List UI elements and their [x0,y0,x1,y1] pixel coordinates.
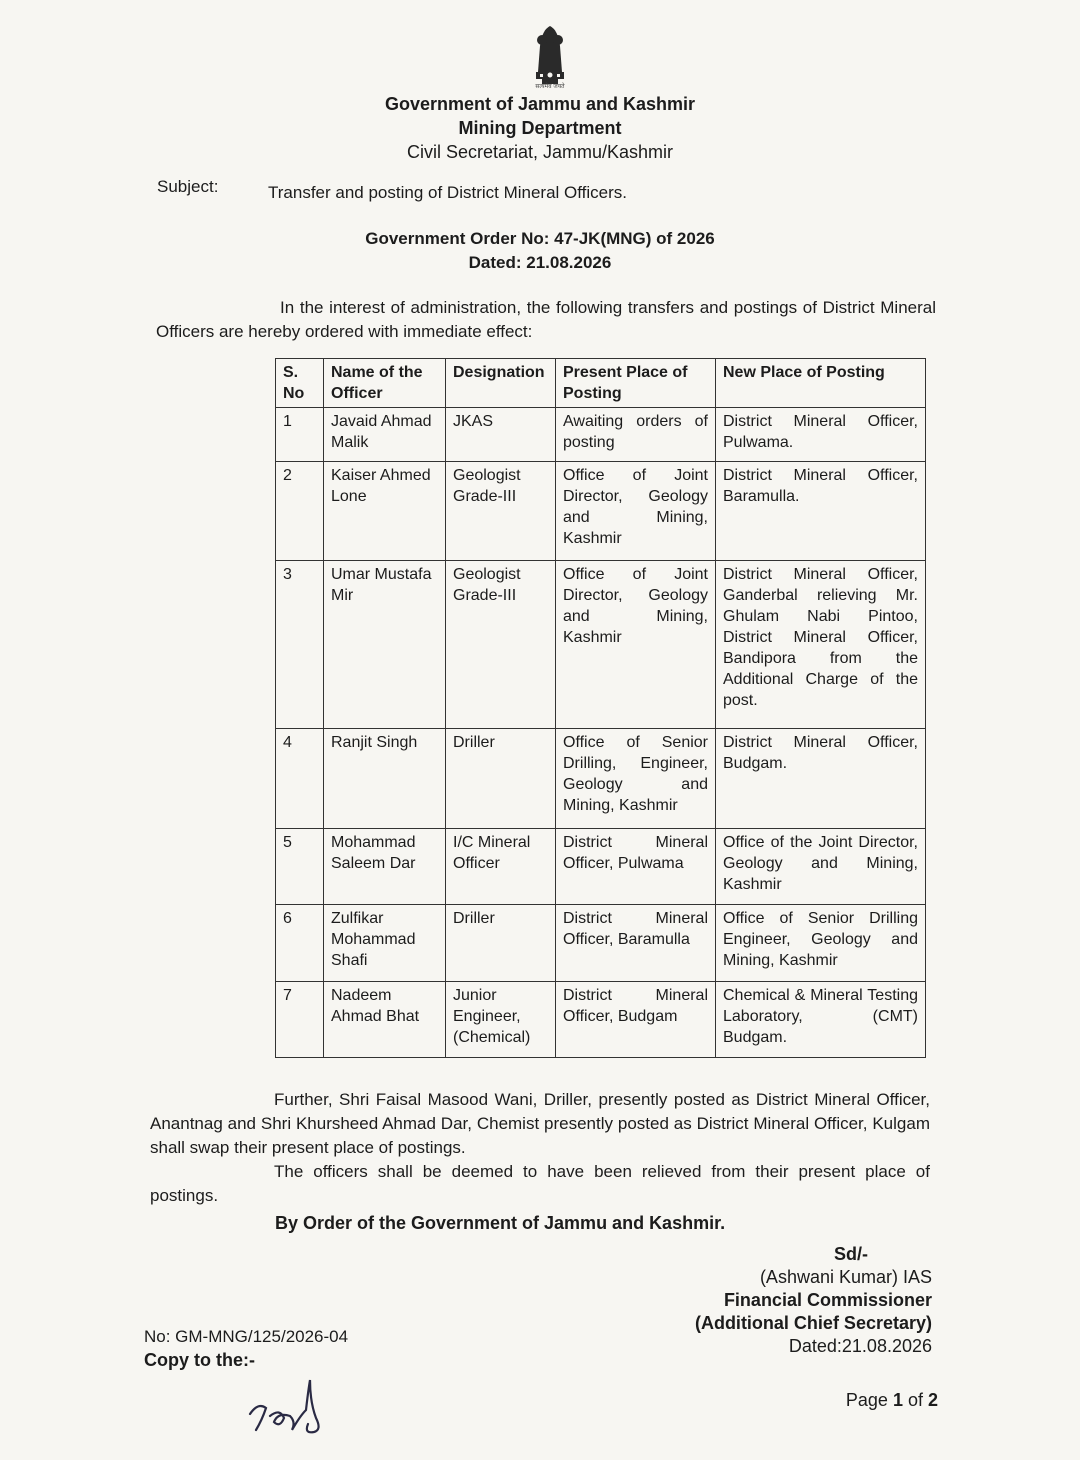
header-present-posting: Present Place of Posting [556,359,716,408]
cell-name: Ranjit Singh [324,729,446,828]
cell-designation: Junior Engineer, (Chemical) [446,981,556,1058]
header-name: Name of the Officer [324,359,446,408]
cell-sno: 7 [276,981,324,1058]
cell-present-posting: Awaiting orders of posting [556,408,716,462]
cell-new-posting: District Mineral Officer, Ganderbal relieving Mr. Ghulam Nabi Pintoo, District Mineral Officer, Bandipora from the Additional Charge of the post. [716,560,926,728]
subject-text: Transfer and posting of District Mineral Officers. [268,183,628,202]
table-row [276,905,926,981]
cell-designation: Geologist Grade-III [446,560,556,728]
cell-present-posting: District Mineral Officer, Budgam [556,981,716,1058]
reference-number: No: GM-MNG/125/2026-04 [144,1327,349,1346]
table-row [276,729,926,828]
cell-sno: 2 [276,461,324,560]
cell-sno: 4 [276,729,324,828]
signature-block [695,1243,932,1358]
sd-mark: Sd/- [834,1244,868,1264]
signatory-title: Financial Commissioner [723,1290,932,1310]
order-number: Government Order No: 47-JK(MNG) of 2026 [365,229,715,248]
cell-designation: JKAS [446,408,556,462]
cell-sno: 5 [276,828,324,904]
government-title: Government of Jammu and Kashmir [384,94,696,114]
cell-name: Mohammad Saleem Dar [324,828,446,904]
copy-to-label: Copy to the:- [144,1350,255,1370]
cell-sno: 1 [276,408,324,462]
further-paragraph: Further, Shri Faisal Masood Wani, Driller, presently posted as District Mineral Officer, Anantnag and Shri Khursheed Ahmad Dar, Chemist presently posted as District Mineral Officer, Kulgam shall swap their present place of postings. [150,1090,930,1157]
header-new-posting: New Place of Posting [716,359,926,408]
cell-name: Javaid Ahmad Malik [324,408,446,462]
cell-sno: 3 [276,560,324,728]
cell-present-posting: District Mineral Officer, Pulwama [556,828,716,904]
order-date: Dated: 21.08.2026 [468,253,612,272]
cell-new-posting: District Mineral Officer, Budgam. [716,729,926,828]
header-designation: Designation [446,359,556,408]
cell-new-posting: District Mineral Officer, Pulwama. [716,408,926,462]
transfer-table [275,358,926,1058]
cell-new-posting: Chemical & Mineral Testing Laboratory, (CMT) Budgam. [716,981,926,1058]
cell-present-posting: Office of Joint Director, Geology and Mining, Kashmir [556,560,716,728]
by-order-line: By Order of the Government of Jammu and Kashmir. [275,1213,726,1233]
cell-designation: Geologist Grade-III [446,461,556,560]
cell-sno: 6 [276,905,324,981]
table-header-row [276,359,926,408]
table-row [276,461,926,560]
table-row [276,408,926,462]
cell-present-posting: Office of Joint Director, Geology and Mining, Kashmir [556,461,716,560]
subject-label: Subject: [157,177,219,196]
page-number: Page 1 of 2 [845,1390,938,1410]
intro-paragraph: In the interest of administration, the following transfers and postings of District Mineral Officers are hereby ordered with immediate effect: [156,298,936,341]
table-row [276,981,926,1058]
handwritten-initials-icon [244,1372,344,1442]
cell-new-posting: Office of Senior Drilling Engineer, Geology and Mining, Kashmir [716,905,926,981]
signature-date: Dated:21.08.2026 [788,1336,932,1356]
signatory-subtitle: (Additional Chief Secretary) [694,1313,932,1333]
header-sno: S. No [276,359,324,408]
cell-name: Nadeem Ahmad Bhat [324,981,446,1058]
department-title: Mining Department [458,118,622,138]
cell-designation: I/C Mineral Officer [446,828,556,904]
cell-name: Kaiser Ahmed Lone [324,461,446,560]
cell-present-posting: District Mineral Officer, Baramulla [556,905,716,981]
office-address: Civil Secretariat, Jammu/Kashmir [406,142,674,162]
emblem-motto: सत्यमेव जयते [535,84,565,90]
signatory-name: (Ashwani Kumar) IAS [759,1267,932,1287]
cell-new-posting: Office of the Joint Director, Geology and Mining, Kashmir [716,828,926,904]
table-row [276,828,926,904]
cell-new-posting: District Mineral Officer, Baramulla. [716,461,926,560]
cell-name: Zulfikar Mohammad Shafi [324,905,446,981]
cell-name: Umar Mustafa Mir [324,560,446,728]
table-row [276,560,926,728]
cell-designation: Driller [446,729,556,828]
cell-designation: Driller [446,905,556,981]
cell-present-posting: Office of Senior Drilling, Engineer, Geology and Mining, Kashmir [556,729,716,828]
relieved-paragraph: The officers shall be deemed to have been relieved from their present place of postings. [150,1162,930,1205]
